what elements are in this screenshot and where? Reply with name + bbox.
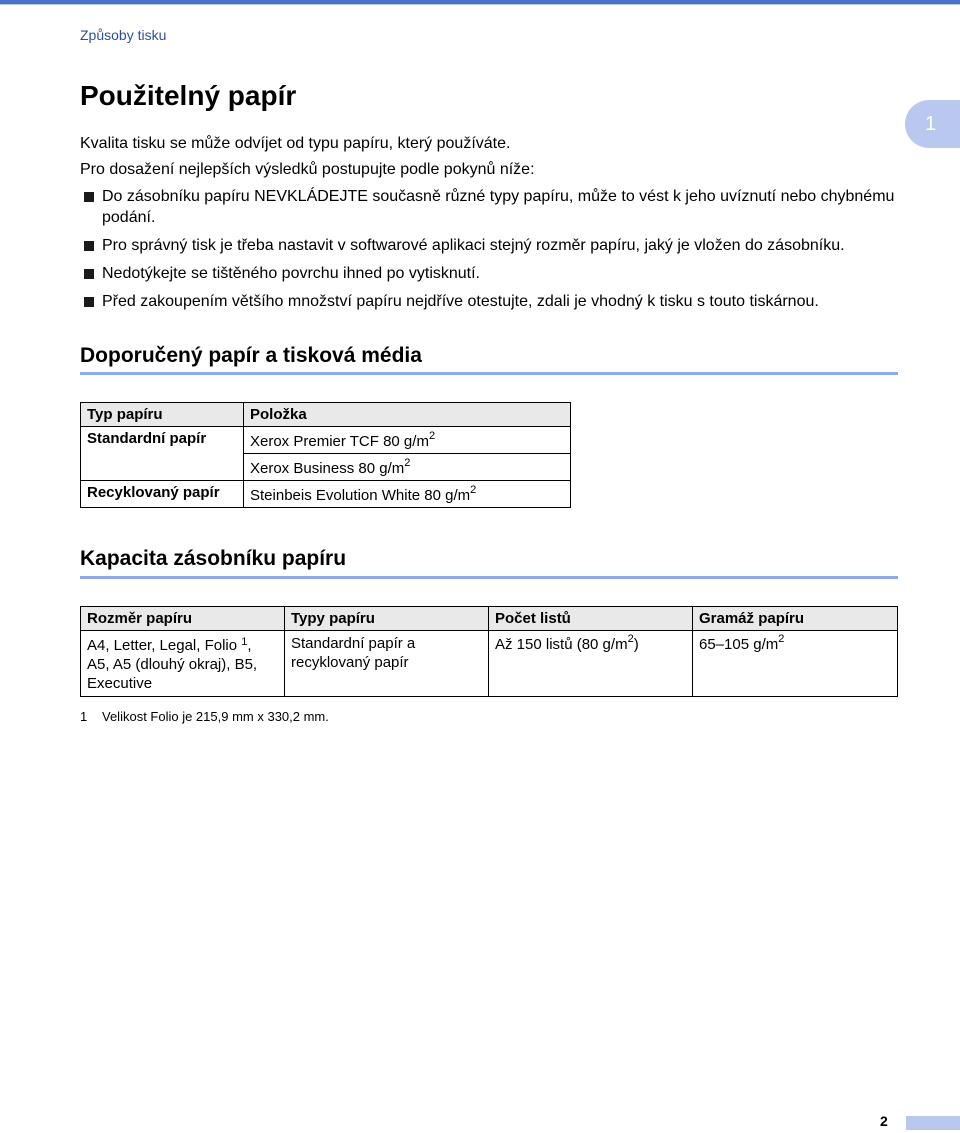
tray-capacity-table [80, 606, 898, 697]
section-title-capacity: Kapacita zásobníku papíru [80, 547, 347, 570]
table-row [81, 631, 898, 697]
list-item-text: Do zásobníku papíru NEVKLÁDEJTE současně různé typy papíru, může to vést k jeho uvíznutí nebo chybnému podání. [102, 188, 895, 226]
column-header: Typy papíru [285, 607, 489, 631]
paper-size-cell: A4, Letter, Legal, Folio $^1$, A5, A5 (dlouhý okraj), B5, Executive [81, 631, 285, 697]
list-item [80, 263, 910, 284]
paper-weight-cell: 65–105 $g/m^2$ [693, 631, 898, 697]
page-number-bar [906, 1116, 960, 1130]
section-rule [80, 372, 898, 375]
footnote-number: 1 [80, 709, 88, 724]
top-border-shade [0, 4, 960, 5]
list-item-text: Nedotýkejte se tištěného povrchu ihned po vytisknutí. [102, 265, 480, 282]
table-header-row [81, 403, 571, 427]
table-row [81, 454, 571, 481]
paper-item-cell: Xerox Business 80 $g/m^2$ [244, 454, 571, 481]
paper-item-cell: Steinbeis Evolution White 80 $g/m^2$ [244, 481, 571, 508]
chapter-tab: 1 [905, 100, 960, 148]
list-item-text: Pro správný tisk je třeba nastavit v softwarové aplikaci stejný rozměr papíru, jaký je vložen do zásobníku. [102, 237, 845, 254]
bullet-square-icon [84, 241, 94, 251]
paper-types-cell: Standardní papír a recyklovaný papír [285, 631, 489, 697]
paper-type-cell: Recyklovaný papír [81, 481, 244, 508]
intro-line-2: Pro dosažení nejlepších výsledků postupujte podle pokynů níže: [80, 161, 535, 178]
list-item [80, 291, 910, 312]
column-header: Položka [244, 403, 571, 427]
page-number: 2 [880, 1113, 888, 1129]
table-header-row [81, 607, 898, 631]
running-header: Způsoby tisku [80, 27, 167, 43]
footnote [80, 709, 329, 724]
footnote-text: Velikost Folio je 215,9 mm x 330,2 mm. [102, 709, 329, 724]
sheet-count-cell: Až 150 listů (80 $g/m^2$) [489, 631, 693, 697]
list-item-text: Před zakoupením většího množství papíru nejdříve otestujte, zdali je vhodný k tisku s touto tiskárnou. [102, 293, 819, 310]
column-header: Gramáž papíru [693, 607, 898, 631]
list-item [80, 186, 910, 228]
column-header: Rozměr papíru [81, 607, 285, 631]
column-header: Počet listů [489, 607, 693, 631]
bullet-square-icon [84, 297, 94, 307]
bullet-square-icon [84, 269, 94, 279]
paper-type-cell [81, 454, 244, 481]
page-title: Použitelný papír [80, 80, 297, 111]
paper-type-cell: Standardní papír [81, 427, 244, 454]
paper-item-cell: Xerox Premier TCF 80 $g/m^2$ [244, 427, 571, 454]
list-item [80, 235, 910, 256]
recommended-paper-table [80, 402, 571, 508]
table-row [81, 481, 571, 508]
intro-line-1: Kvalita tisku se může odvíjet od typu papíru, který používáte. [80, 135, 511, 152]
section-title-recommended: Doporučený papír a tisková média [80, 344, 422, 367]
bullet-square-icon [84, 192, 94, 202]
table-row [81, 427, 571, 454]
section-rule [80, 576, 898, 579]
guideline-list [80, 186, 910, 319]
column-header: Typ papíru [81, 403, 244, 427]
